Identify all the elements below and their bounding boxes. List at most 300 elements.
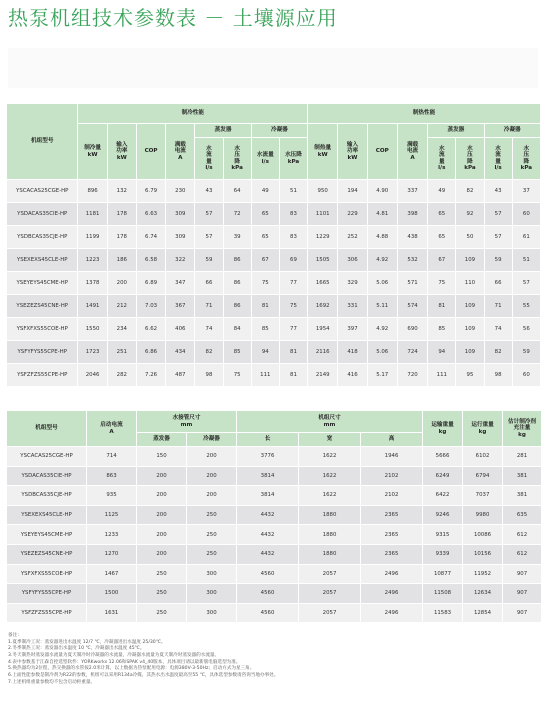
value-cell: 1500: [87, 584, 137, 604]
value-cell: 6794: [463, 466, 503, 486]
value-cell: 200: [107, 272, 136, 295]
value-cell: 571: [397, 272, 427, 295]
value-cell: 532: [397, 249, 427, 272]
value-cell: 907: [503, 584, 542, 604]
value-cell: 2496: [361, 584, 423, 604]
value-cell: 635: [503, 505, 542, 525]
header-heating-cond-flow: 水 流 量 l/s: [484, 138, 512, 180]
value-cell: 1622: [299, 486, 361, 506]
value-cell: 234: [107, 318, 136, 341]
value-cell: 3814: [237, 466, 299, 486]
header-heating-cond-dp: 水 压 降 kPa: [512, 138, 540, 180]
value-cell: 1270: [87, 544, 137, 564]
value-cell: 61: [512, 226, 540, 249]
header-cooling-input: 输入 功率 kW: [107, 124, 136, 180]
value-cell: 85: [251, 318, 279, 341]
value-cell: 331: [338, 295, 367, 318]
value-cell: 94: [428, 341, 456, 364]
header-heating-evap-dp: 水 压 降 kPa: [456, 138, 484, 180]
value-cell: 1233: [87, 525, 137, 545]
value-cell: 59: [195, 249, 223, 272]
table-row: [7, 226, 541, 249]
value-cell: 12634: [463, 584, 503, 604]
value-cell: 282: [107, 364, 136, 387]
value-cell: 250: [137, 584, 187, 604]
value-cell: 438: [397, 226, 427, 249]
value-cell: 6.63: [136, 203, 165, 226]
value-cell: 1622: [299, 466, 361, 486]
value-cell: 65: [251, 203, 279, 226]
value-cell: 322: [166, 249, 195, 272]
value-cell: 49: [428, 180, 456, 203]
model-cell: YSEYEYS45CME-HP: [7, 272, 78, 295]
value-cell: 434: [166, 341, 195, 364]
table-row: [7, 486, 542, 506]
value-cell: 9315: [423, 525, 463, 545]
value-cell: 6.58: [136, 249, 165, 272]
table-row: [7, 447, 542, 467]
value-cell: 1946: [361, 447, 423, 467]
value-cell: 9339: [423, 544, 463, 564]
page-title: 热泵机组技术参数表 － 土壤源应用: [8, 6, 338, 30]
value-cell: 82: [195, 341, 223, 364]
value-cell: 907: [503, 564, 542, 584]
value-cell: 50: [456, 226, 484, 249]
value-cell: 75: [223, 364, 251, 387]
value-cell: 7.03: [136, 295, 165, 318]
header-cooling-capacity: 制冷量 kW: [78, 124, 107, 180]
note-line: 6.上面性能参数是制冷剂为R22的参数，机组可以采用R134a冷媒，其热水出水温度最高至55 ℃，具体选型参数请咨询当地办事处。: [8, 672, 279, 678]
value-cell: 300: [187, 603, 237, 623]
value-cell: 11583: [423, 603, 463, 623]
value-cell: 49: [251, 180, 279, 203]
header-cooling-cond-flow: 水流量 l/s: [251, 138, 279, 180]
value-cell: 4.92: [367, 318, 397, 341]
header-operating-weight: 运行重量 kg: [463, 411, 503, 447]
value-cell: 2102: [361, 466, 423, 486]
header-heating: 制热性能: [308, 104, 541, 124]
value-cell: 2046: [78, 364, 107, 387]
model-cell: YSCACAS25CGE-HP: [7, 180, 78, 203]
value-cell: 194: [338, 180, 367, 203]
value-cell: 381: [503, 466, 542, 486]
header-heating-current: 满载 电流 A: [397, 124, 427, 180]
note-line: 1.夏季制冷工况：蒸发器进出水温度 12/7 ℃，冷凝器进出水温度 25/30℃。: [8, 639, 166, 645]
value-cell: 300: [187, 564, 237, 584]
value-cell: 250: [187, 544, 237, 564]
value-cell: 2365: [361, 505, 423, 525]
value-cell: 98: [484, 364, 512, 387]
value-cell: 10877: [423, 564, 463, 584]
model-cell: YSEYEYS45CME-HP: [7, 525, 87, 545]
value-cell: 1223: [78, 249, 107, 272]
value-cell: 57: [484, 203, 512, 226]
value-cell: 6422: [423, 486, 463, 506]
value-cell: 83: [279, 203, 307, 226]
model-cell: YSFXFXS55COE-HP: [7, 318, 78, 341]
value-cell: 4560: [237, 603, 299, 623]
faded-background-text: [8, 48, 538, 88]
value-cell: 186: [107, 249, 136, 272]
table-row: [7, 564, 542, 584]
table-row: [7, 318, 541, 341]
value-cell: 2116: [308, 341, 338, 364]
value-cell: 67: [251, 249, 279, 272]
value-cell: 3776: [237, 447, 299, 467]
header-cooling-cop: COP: [136, 124, 165, 180]
header-start-current: 启动电流 A: [87, 411, 137, 447]
value-cell: 612: [503, 544, 542, 564]
model-cell: YSDBCAS35CJE-HP: [7, 226, 78, 249]
table-row: [7, 364, 541, 387]
value-cell: 1181: [78, 203, 107, 226]
table-row: [7, 603, 542, 623]
table-row: [7, 544, 542, 564]
value-cell: 5.06: [367, 272, 397, 295]
value-cell: 5.11: [367, 295, 397, 318]
value-cell: 150: [137, 447, 187, 467]
header-heating-cop: COP: [367, 124, 397, 180]
header-width: 宽: [299, 433, 361, 447]
table-row: [7, 525, 542, 545]
value-cell: 82: [484, 341, 512, 364]
value-cell: 724: [397, 341, 427, 364]
value-cell: 306: [338, 249, 367, 272]
value-cell: 251: [107, 341, 136, 364]
value-cell: 59: [512, 341, 540, 364]
value-cell: 71: [195, 295, 223, 318]
value-cell: 416: [338, 364, 367, 387]
value-cell: 229: [338, 203, 367, 226]
value-cell: 65: [428, 226, 456, 249]
value-cell: 66: [195, 272, 223, 295]
value-cell: 2365: [361, 525, 423, 545]
model-cell: YSFXFXS55COE-HP: [7, 564, 87, 584]
value-cell: 111: [428, 364, 456, 387]
value-cell: 109: [456, 295, 484, 318]
value-cell: 56: [512, 318, 540, 341]
value-cell: 81: [279, 364, 307, 387]
value-cell: 690: [397, 318, 427, 341]
value-cell: 4432: [237, 544, 299, 564]
table-row: [7, 341, 541, 364]
value-cell: 574: [397, 295, 427, 318]
value-cell: 39: [223, 226, 251, 249]
header-model: 机组型号: [7, 411, 87, 447]
table-row: [7, 249, 541, 272]
header-pipe-evaporator: 蒸发器: [137, 433, 187, 447]
header-cooling-evap-dp: 水 压 降 kPa: [223, 138, 251, 180]
value-cell: 896: [78, 180, 107, 203]
value-cell: 132: [107, 180, 136, 203]
value-cell: 250: [137, 564, 187, 584]
table-row: [7, 466, 542, 486]
header-cooling-evaporator: 蒸发器: [195, 124, 251, 138]
value-cell: 200: [137, 544, 187, 564]
value-cell: 111: [251, 364, 279, 387]
value-cell: 95: [456, 364, 484, 387]
value-cell: 329: [338, 272, 367, 295]
value-cell: 4432: [237, 505, 299, 525]
value-cell: 72: [223, 203, 251, 226]
value-cell: 1491: [78, 295, 107, 318]
value-cell: 720: [397, 364, 427, 387]
table-row: [7, 180, 541, 203]
value-cell: 200: [137, 525, 187, 545]
value-cell: 300: [187, 584, 237, 604]
value-cell: 337: [397, 180, 427, 203]
value-cell: 57: [484, 226, 512, 249]
note-line: 4.表中参数基于江森自控选型软件：YORKworks 12.06和SPAK v4_40版本，具体项目请以最新版电脑选型为准。: [8, 659, 241, 665]
value-cell: 10086: [463, 525, 503, 545]
model-cell: YSCACAS25CGE-HP: [7, 447, 87, 467]
value-cell: 347: [166, 272, 195, 295]
value-cell: 1101: [308, 203, 338, 226]
header-cooling-cond-dp: 水压降 kPa: [279, 138, 307, 180]
value-cell: 64: [223, 180, 251, 203]
value-cell: 6.86: [136, 341, 165, 364]
value-cell: 37: [512, 180, 540, 203]
value-cell: 84: [223, 318, 251, 341]
value-cell: 200: [187, 447, 237, 467]
value-cell: 250: [187, 505, 237, 525]
header-height: 高: [361, 433, 423, 447]
value-cell: 4432: [237, 525, 299, 545]
value-cell: 2057: [299, 564, 361, 584]
value-cell: 86: [223, 272, 251, 295]
value-cell: 487: [166, 364, 195, 387]
value-cell: 11952: [463, 564, 503, 584]
model-cell: YSFZFZS55CPE-HP: [7, 603, 87, 623]
value-cell: 2102: [361, 486, 423, 506]
value-cell: 178: [107, 203, 136, 226]
header-refrigerant-charge: 估计制冷剂 充注量 kg: [503, 411, 542, 447]
value-cell: 1550: [78, 318, 107, 341]
value-cell: 4560: [237, 584, 299, 604]
model-cell: YSDACAS35CIE-HP: [7, 203, 78, 226]
value-cell: 86: [223, 295, 251, 318]
value-cell: 4.90: [367, 180, 397, 203]
value-cell: 1125: [87, 505, 137, 525]
value-cell: 309: [166, 226, 195, 249]
value-cell: 1954: [308, 318, 338, 341]
model-cell: YSFYFYS55CPE-HP: [7, 584, 87, 604]
value-cell: 397: [338, 318, 367, 341]
header-length: 长: [237, 433, 299, 447]
value-cell: 7.26: [136, 364, 165, 387]
value-cell: 1665: [308, 272, 338, 295]
value-cell: 5666: [423, 447, 463, 467]
value-cell: 4.92: [367, 249, 397, 272]
value-cell: 98: [195, 364, 223, 387]
dimensions-table: [6, 410, 542, 623]
value-cell: 2496: [361, 603, 423, 623]
value-cell: 200: [187, 486, 237, 506]
value-cell: 71: [484, 295, 512, 318]
value-cell: 65: [251, 226, 279, 249]
value-cell: 82: [456, 180, 484, 203]
value-cell: 94: [251, 341, 279, 364]
value-cell: 1880: [299, 525, 361, 545]
table-row: [7, 203, 541, 226]
value-cell: 60: [512, 364, 540, 387]
value-cell: 418: [338, 341, 367, 364]
value-cell: 10156: [463, 544, 503, 564]
value-cell: 43: [484, 180, 512, 203]
header-heating-condenser: 冷凝器: [484, 124, 540, 138]
header-model: 机组型号: [7, 104, 78, 180]
value-cell: 67: [428, 249, 456, 272]
model-cell: YSEXEXS45CLE-HP: [7, 505, 87, 525]
header-shipping-weight: 运输重量 kg: [423, 411, 463, 447]
header-heating-evap-flow: 水 流 量 l/s: [428, 138, 456, 180]
performance-table: [6, 103, 541, 387]
value-cell: 69: [279, 249, 307, 272]
value-cell: 398: [397, 203, 427, 226]
value-cell: 230: [166, 180, 195, 203]
value-cell: 907: [503, 603, 542, 623]
value-cell: 66: [484, 272, 512, 295]
value-cell: 1692: [308, 295, 338, 318]
table-row: [7, 505, 542, 525]
value-cell: 200: [187, 466, 237, 486]
value-cell: 6249: [423, 466, 463, 486]
value-cell: 51: [279, 180, 307, 203]
header-cooling-current: 满载 电流 A: [166, 124, 195, 180]
table-row: [7, 295, 541, 318]
value-cell: 252: [338, 226, 367, 249]
value-cell: 109: [456, 341, 484, 364]
value-cell: 77: [279, 318, 307, 341]
value-cell: 250: [187, 525, 237, 545]
value-cell: 77: [279, 272, 307, 295]
value-cell: 75: [279, 295, 307, 318]
value-cell: 4.88: [367, 226, 397, 249]
value-cell: 9980: [463, 505, 503, 525]
footnotes: [8, 633, 278, 686]
model-cell: YSDBCAS35CJE-HP: [7, 486, 87, 506]
value-cell: 200: [137, 466, 187, 486]
value-cell: 51: [512, 249, 540, 272]
value-cell: 12854: [463, 603, 503, 623]
value-cell: 83: [279, 226, 307, 249]
value-cell: 200: [137, 505, 187, 525]
value-cell: 85: [223, 341, 251, 364]
model-cell: YSFYFYS55CPE-HP: [7, 341, 78, 364]
value-cell: 6102: [463, 447, 503, 467]
value-cell: 110: [456, 272, 484, 295]
header-cooling-condenser: 冷凝器: [251, 124, 307, 138]
value-cell: 81: [279, 341, 307, 364]
value-cell: 81: [428, 295, 456, 318]
value-cell: 2057: [299, 584, 361, 604]
value-cell: 1880: [299, 505, 361, 525]
header-heating-input: 输入 功率 kW: [338, 124, 367, 180]
value-cell: 109: [456, 318, 484, 341]
value-cell: 1378: [78, 272, 107, 295]
value-cell: 43: [195, 180, 223, 203]
note-line: 3.冬天制热时蒸发器水流量为夏天制冷时冷凝器的水流量，冷凝器水流量为夏天制冷时蒸发器的水流量。: [8, 652, 220, 658]
value-cell: 92: [456, 203, 484, 226]
value-cell: 55: [512, 295, 540, 318]
value-cell: 59: [484, 249, 512, 272]
value-cell: 74: [195, 318, 223, 341]
note-line: 7.上述机组重量参数均不包含启动柜重量。: [8, 679, 96, 685]
value-cell: 2365: [361, 544, 423, 564]
value-cell: 85: [428, 318, 456, 341]
value-cell: 367: [166, 295, 195, 318]
value-cell: 2496: [361, 564, 423, 584]
value-cell: 109: [456, 249, 484, 272]
value-cell: 4.81: [367, 203, 397, 226]
value-cell: 2149: [308, 364, 338, 387]
note-line: 2.冬季制热工况：蒸发器出水温度 10 ℃，冷凝器出水温度 45℃。: [8, 646, 145, 652]
value-cell: 406: [166, 318, 195, 341]
value-cell: 281: [503, 447, 542, 467]
model-cell: YSEZEZS45CNE-HP: [7, 544, 87, 564]
model-cell: YSEZEZS45CNE-HP: [7, 295, 78, 318]
value-cell: 1622: [299, 447, 361, 467]
note-line: 备注：: [8, 633, 22, 638]
value-cell: 7037: [463, 486, 503, 506]
value-cell: 714: [87, 447, 137, 467]
value-cell: 5.17: [367, 364, 397, 387]
value-cell: 4560: [237, 564, 299, 584]
value-cell: 57: [195, 226, 223, 249]
value-cell: 1199: [78, 226, 107, 249]
value-cell: 74: [484, 318, 512, 341]
note-line: 5.换热器均为2位程，热交换器的水管按2.0米计算，以上数据为热泵配用电源：电源380V-3-50Hz；启动方式为星三角。: [8, 666, 255, 672]
value-cell: 309: [166, 203, 195, 226]
value-cell: 9246: [423, 505, 463, 525]
value-cell: 75: [251, 272, 279, 295]
value-cell: 1505: [308, 249, 338, 272]
value-cell: 1880: [299, 544, 361, 564]
value-cell: 60: [512, 203, 540, 226]
value-cell: 81: [251, 295, 279, 318]
header-heating-capacity: 制热量 kW: [308, 124, 338, 180]
value-cell: 178: [107, 226, 136, 249]
value-cell: 5.06: [367, 341, 397, 364]
value-cell: 1723: [78, 341, 107, 364]
model-cell: YSDACAS35CIE-HP: [7, 466, 87, 486]
table-row: [7, 584, 542, 604]
value-cell: 57: [512, 272, 540, 295]
model-cell: YSFZFZS55CPE-HP: [7, 364, 78, 387]
header-unit-size: 机组尺寸 mm: [237, 411, 423, 433]
value-cell: 950: [308, 180, 338, 203]
value-cell: 1467: [87, 564, 137, 584]
header-cooling: 制冷性能: [78, 104, 308, 124]
header-cooling-evap-flow: 水 流 量 l/s: [195, 138, 223, 180]
value-cell: 212: [107, 295, 136, 318]
value-cell: 1229: [308, 226, 338, 249]
value-cell: 250: [137, 603, 187, 623]
value-cell: 65: [428, 203, 456, 226]
value-cell: 11508: [423, 584, 463, 604]
value-cell: 75: [428, 272, 456, 295]
value-cell: 57: [195, 203, 223, 226]
value-cell: 863: [87, 466, 137, 486]
header-heating-evaporator: 蒸发器: [428, 124, 484, 138]
value-cell: 381: [503, 486, 542, 506]
table-row: [7, 272, 541, 295]
value-cell: 200: [137, 486, 187, 506]
value-cell: 3814: [237, 486, 299, 506]
value-cell: 86: [223, 249, 251, 272]
model-cell: YSEXEXS45CLE-HP: [7, 249, 78, 272]
value-cell: 6.74: [136, 226, 165, 249]
